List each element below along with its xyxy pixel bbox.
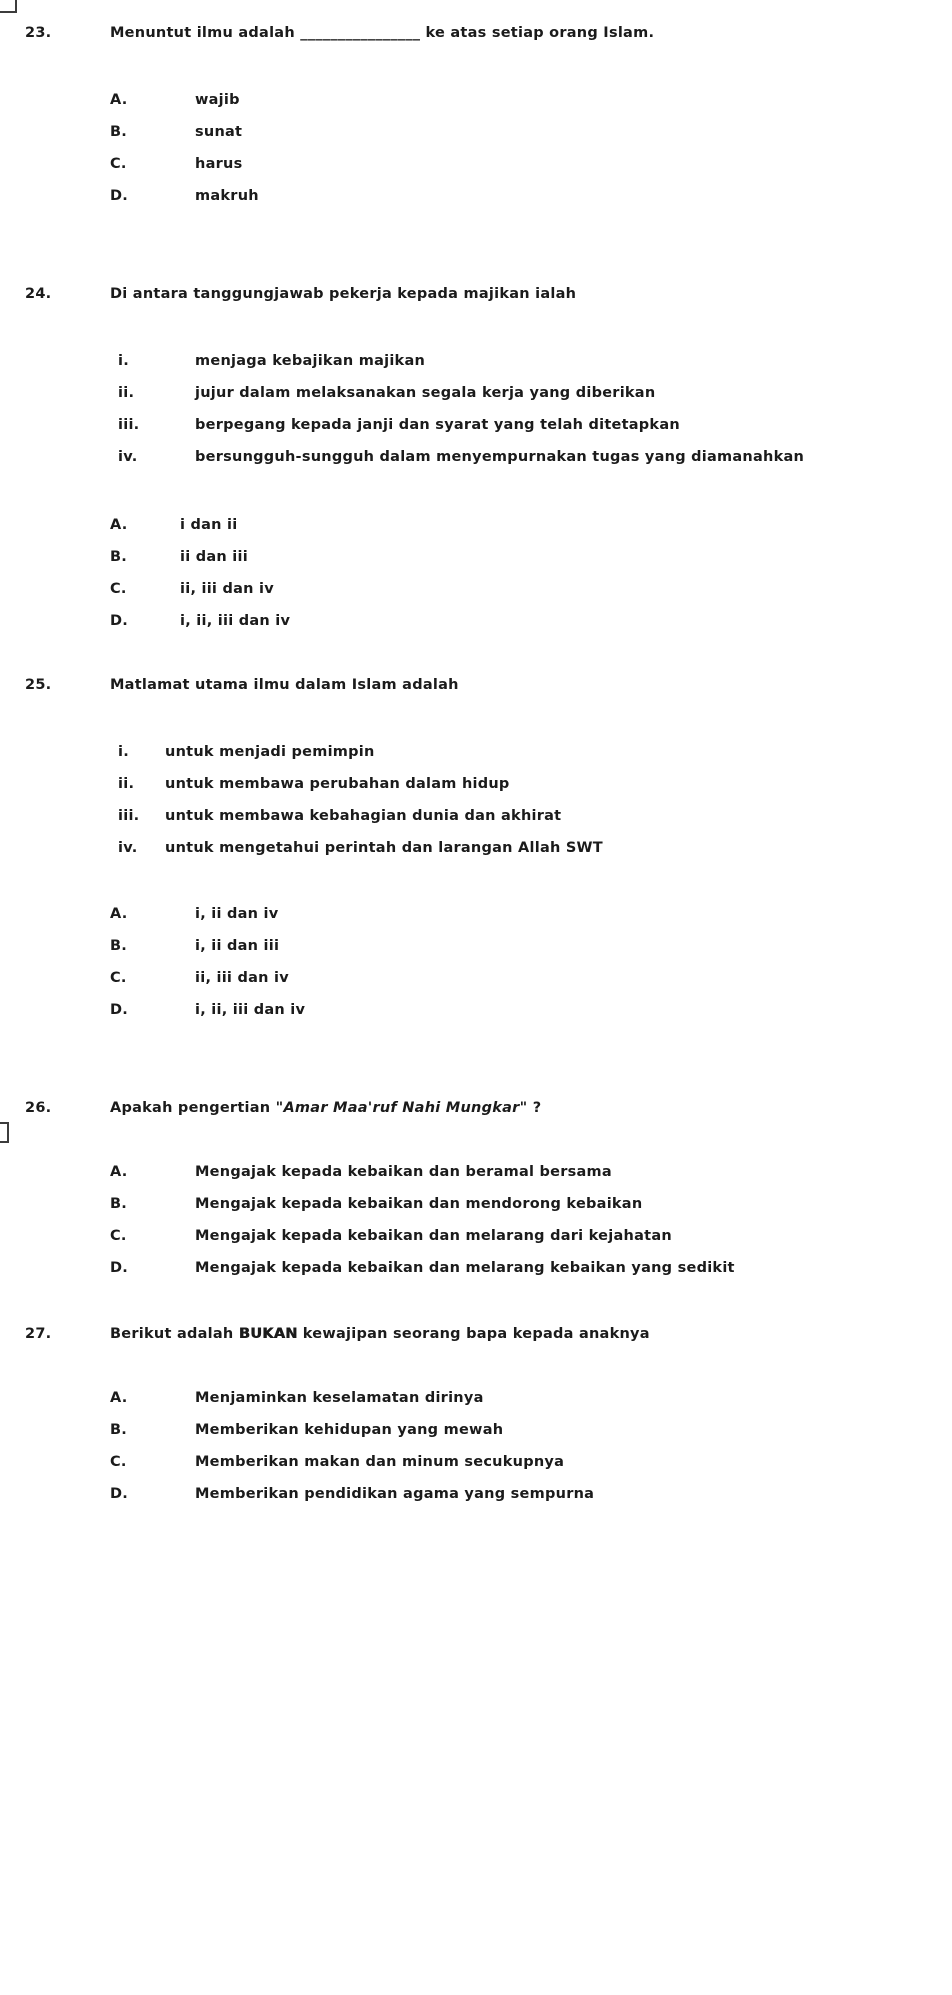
options-list bbox=[0, 91, 952, 205]
option bbox=[0, 187, 952, 205]
option bbox=[0, 123, 952, 141]
option-letter: A. bbox=[110, 92, 128, 108]
question-23 bbox=[0, 24, 952, 205]
question-header bbox=[0, 285, 952, 303]
question-number: 25. bbox=[25, 677, 52, 693]
options-list bbox=[0, 1163, 952, 1277]
statement-numeral: ii. bbox=[118, 776, 135, 792]
statement-text: jujur dalam melaksanakan segala kerja yang diberikan bbox=[195, 385, 656, 401]
question-text: Menuntut ilmu adalah ________________ ke atas setiap orang Islam. bbox=[110, 25, 655, 41]
option bbox=[0, 1001, 952, 1019]
option-text: wajib bbox=[195, 92, 240, 108]
option-letter: D. bbox=[110, 188, 129, 204]
statement-numeral: iv. bbox=[118, 449, 138, 465]
question-text-suffix: ? bbox=[527, 1100, 542, 1116]
question-header bbox=[0, 1325, 952, 1343]
statement-text: untuk mengetahui perintah dan larangan Allah SWT bbox=[165, 840, 603, 856]
option-letter: A. bbox=[110, 1390, 128, 1406]
option-text: ii dan iii bbox=[180, 549, 248, 565]
option-letter: D. bbox=[110, 1002, 129, 1018]
option bbox=[0, 1195, 952, 1213]
option-text: i, ii dan iii bbox=[195, 938, 280, 954]
question-text-emphasis: BUKAN bbox=[238, 1326, 298, 1342]
options-list bbox=[0, 1389, 952, 1503]
question-text: Matlamat utama ilmu dalam Islam adalah bbox=[110, 677, 459, 693]
statement bbox=[0, 807, 952, 825]
option bbox=[0, 580, 952, 598]
option-letter: B. bbox=[110, 1196, 128, 1212]
option bbox=[0, 1227, 952, 1245]
option bbox=[0, 516, 952, 534]
statement-numeral: i. bbox=[118, 353, 129, 369]
option-letter: C. bbox=[110, 156, 127, 172]
option-letter: B. bbox=[110, 1422, 128, 1438]
option-letter: B. bbox=[110, 938, 128, 954]
option bbox=[0, 548, 952, 566]
option bbox=[0, 1453, 952, 1471]
option-letter: C. bbox=[110, 581, 127, 597]
statements-list bbox=[0, 352, 952, 466]
option-text: sunat bbox=[195, 124, 243, 140]
option-letter: B. bbox=[110, 124, 128, 140]
question-25 bbox=[0, 676, 952, 1019]
option-letter: B. bbox=[110, 549, 128, 565]
statement-text: menjaga kebajikan majikan bbox=[195, 353, 426, 369]
option-letter: A. bbox=[110, 517, 128, 533]
option bbox=[0, 91, 952, 109]
option-text: Mengajak kepada kebaikan dan melarang dari kejahatan bbox=[195, 1228, 672, 1244]
option-letter: C. bbox=[110, 1454, 127, 1470]
option bbox=[0, 969, 952, 987]
question-text-italic: "Amar Maa'ruf Nahi Mungkar" bbox=[275, 1100, 528, 1116]
question-header bbox=[0, 676, 952, 694]
options-list bbox=[0, 516, 952, 630]
statement-text: untuk menjadi pemimpin bbox=[165, 744, 375, 760]
statement-text: bersungguh-sungguh dalam menyempurnakan tugas yang diamanahkan bbox=[195, 449, 805, 465]
statement bbox=[0, 775, 952, 793]
option-text: i, ii dan iv bbox=[195, 906, 279, 922]
statement-numeral: iv. bbox=[118, 840, 138, 856]
page-corner-mark bbox=[0, 0, 17, 13]
question-number: 24. bbox=[25, 286, 52, 302]
statement bbox=[0, 416, 952, 434]
question-number: 27. bbox=[25, 1326, 52, 1342]
statement-numeral: i. bbox=[118, 744, 129, 760]
option-letter: D. bbox=[110, 1260, 129, 1276]
option bbox=[0, 155, 952, 173]
question-number: 23. bbox=[25, 25, 52, 41]
page-edge-mark bbox=[0, 1122, 9, 1143]
option bbox=[0, 1485, 952, 1503]
statement bbox=[0, 384, 952, 402]
option-letter: D. bbox=[110, 613, 129, 629]
option-text: Mengajak kepada kebaikan dan beramal bersama bbox=[195, 1164, 612, 1180]
option-letter: C. bbox=[110, 970, 127, 986]
question-text-prefix: Berikut adalah bbox=[110, 1326, 239, 1342]
statements-list bbox=[0, 743, 952, 857]
option bbox=[0, 1389, 952, 1407]
option-text: Memberikan pendidikan agama yang sempurna bbox=[195, 1486, 595, 1502]
question-27 bbox=[0, 1325, 952, 1503]
option-text: ii, iii dan iv bbox=[195, 970, 289, 986]
question-text bbox=[110, 1099, 952, 1117]
statement bbox=[0, 743, 952, 761]
option-text: i, ii, iii dan iv bbox=[180, 613, 291, 629]
statement-text: untuk membawa kebahagian dunia dan akhirat bbox=[165, 808, 562, 824]
statement-numeral: iii. bbox=[118, 808, 140, 824]
option bbox=[0, 1259, 952, 1277]
option-letter: D. bbox=[110, 1486, 129, 1502]
option-letter: A. bbox=[110, 906, 128, 922]
option bbox=[0, 937, 952, 955]
question-header bbox=[0, 24, 952, 42]
question-text-suffix: kewajipan seorang bapa kepada anaknya bbox=[297, 1326, 650, 1342]
question-text-prefix: Apakah pengertian bbox=[110, 1100, 276, 1116]
statement-text: untuk membawa perubahan dalam hidup bbox=[165, 776, 510, 792]
option bbox=[0, 612, 952, 630]
option-text: Menjaminkan keselamatan dirinya bbox=[195, 1390, 484, 1406]
option-text: Memberikan kehidupan yang mewah bbox=[195, 1422, 504, 1438]
option-text: i dan ii bbox=[180, 517, 238, 533]
statement bbox=[0, 839, 952, 857]
statement bbox=[0, 352, 952, 370]
question-header bbox=[0, 1099, 952, 1117]
option bbox=[0, 1163, 952, 1181]
option bbox=[0, 1421, 952, 1439]
options-list bbox=[0, 905, 952, 1019]
statement bbox=[0, 448, 952, 466]
question-text: Di antara tanggungjawab pekerja kepada majikan ialah bbox=[110, 286, 577, 302]
question-24 bbox=[0, 285, 952, 630]
question-number: 26. bbox=[25, 1100, 52, 1116]
option-text: ii, iii dan iv bbox=[180, 581, 274, 597]
option-text: Mengajak kepada kebaikan dan mendorong kebaikan bbox=[195, 1196, 643, 1212]
option-text: Memberikan makan dan minum secukupnya bbox=[195, 1454, 565, 1470]
option-letter: C. bbox=[110, 1228, 127, 1244]
question-text bbox=[110, 1325, 952, 1343]
option-text: harus bbox=[195, 156, 243, 172]
statement-text: berpegang kepada janji dan syarat yang telah ditetapkan bbox=[195, 417, 680, 433]
option-text: makruh bbox=[195, 188, 259, 204]
option-text: i, ii, iii dan iv bbox=[195, 1002, 306, 1018]
statement-numeral: iii. bbox=[118, 417, 140, 433]
option bbox=[0, 905, 952, 923]
option-text: Mengajak kepada kebaikan dan melarang kebaikan yang sedikit bbox=[195, 1260, 735, 1276]
option-letter: A. bbox=[110, 1164, 128, 1180]
statement-numeral: ii. bbox=[118, 385, 135, 401]
question-26 bbox=[0, 1099, 952, 1277]
